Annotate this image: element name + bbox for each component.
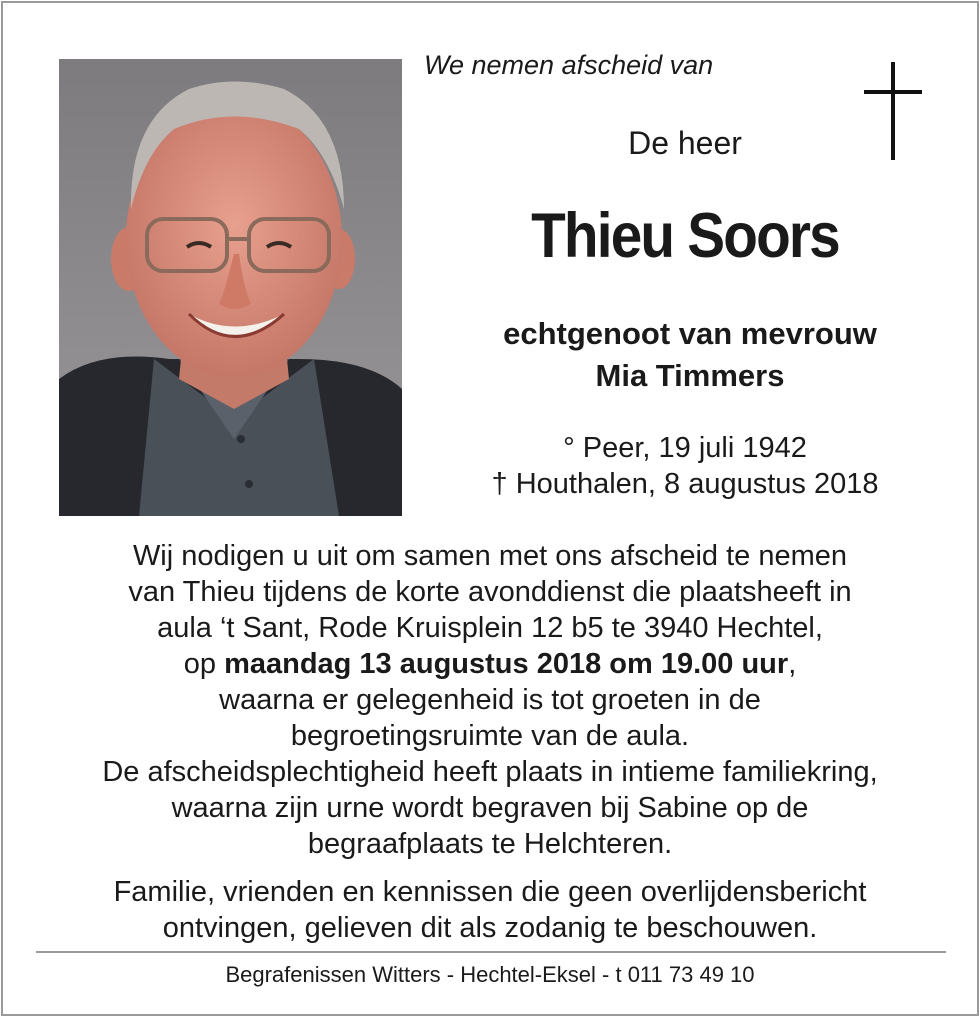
spouse-line: echtgenoot van mevrouw [503, 316, 877, 351]
closing-line: ontvingen, gelieven dit als zodanig te beschouwen. [162, 912, 818, 944]
body-line: begraafplaats te Helchteren. [307, 828, 673, 860]
body-line-datetime [40, 646, 940, 682]
deceased-name: Thieu Soors [531, 201, 839, 271]
divider [36, 951, 946, 953]
body-line: Wij nodigen u uit om samen met ons afscheid te nemen [132, 540, 848, 572]
title-text: De heer [628, 125, 742, 161]
spouse-block [430, 313, 950, 397]
intro-text: We nemen afscheid van [424, 50, 714, 80]
service-datetime: maandag 13 augustus 2018 om 19.00 uur [224, 648, 789, 680]
body-line: waarna er gelegenheid is tot groeten in de [219, 684, 761, 716]
body-line-suffix: , [788, 648, 797, 680]
birth-date: ° Peer, 19 juli 1942 [563, 432, 807, 464]
death-date: † Houthalen, 8 augustus 2018 [491, 468, 879, 500]
body-line: aula ‘t Sant, Rode Kruisplein 12 b5 te 3940 Hechtel, [157, 612, 823, 644]
body-line: De afscheidsplechtigheid heeft plaats in intieme familiekring, [102, 756, 878, 788]
body-line: waarna zijn urne wordt begraven bij Sabine op de [171, 792, 809, 824]
spouse-name: Mia Timmers [595, 358, 785, 393]
closing-text [40, 874, 940, 946]
life-dates [430, 430, 940, 502]
portrait-photo [59, 59, 402, 516]
body-line: begroetingsruimte van de aula. [290, 720, 690, 752]
body-line: van Thieu tijdens de korte avonddienst die plaatsheeft in [128, 576, 852, 608]
closing-line: Familie, vrienden en kennissen die geen overlijdensbericht [113, 876, 867, 908]
invitation-text [40, 538, 940, 862]
body-line-prefix: op [183, 648, 225, 680]
funeral-home-footer: Begrafenissen Witters - Hechtel-Eksel - t 011 73 49 10 [225, 962, 755, 987]
